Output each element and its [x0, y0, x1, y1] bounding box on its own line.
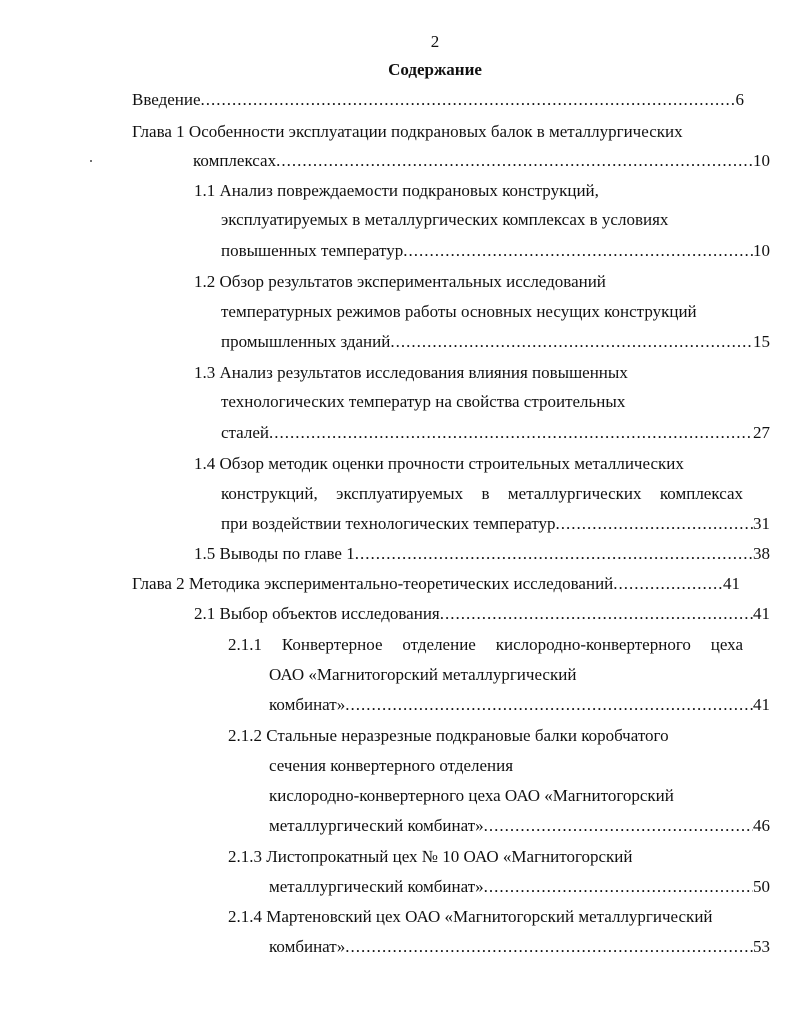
toc-entry-1-2-line2[interactable]: температурных режимов работы основных несущих конструкций	[221, 302, 697, 321]
toc-page-number: 6	[735, 90, 744, 109]
toc-page-number: 41	[723, 574, 740, 593]
toc-entry-2-1-4-line1[interactable]: 2.1.4 Мартеновский цех ОАО «Магнитогорский металлургический	[228, 907, 713, 926]
dot-leader	[556, 513, 753, 535]
toc-entry-1-4-line2[interactable]: конструкций, эксплуатируемых в металлургических комплексах	[221, 484, 743, 503]
toc-entry-label: при воздействии технологических температур	[221, 514, 556, 533]
toc-entry-1-2-line1[interactable]: 1.2 Обзор результатов экспериментальных исследований	[194, 272, 606, 291]
toc-entry-1-2[interactable]	[221, 331, 770, 353]
toc-entry-1-4[interactable]	[221, 513, 770, 535]
toc-entry-label: сталей	[221, 423, 270, 442]
toc-entry-label: комплексах	[193, 151, 277, 170]
dot-leader	[613, 573, 723, 595]
toc-entry-label: Глава 2 Методика экспериментально-теоретических исследований	[132, 574, 614, 593]
page-number: 2	[430, 32, 440, 51]
dot-leader	[355, 543, 753, 565]
dot-leader	[390, 331, 753, 353]
toc-entry-ch1[interactable]	[193, 150, 770, 172]
toc-entry-2-1[interactable]	[194, 603, 770, 625]
toc-entry-1-5[interactable]	[194, 543, 770, 565]
toc-page-number: 41	[753, 695, 770, 714]
toc-page-number: 50	[753, 877, 770, 896]
dot-leader	[345, 936, 753, 958]
toc-entry-2-1-2-line1[interactable]: 2.1.2 Стальные неразрезные подкрановые балки коробчатого	[228, 726, 669, 745]
toc-page-number: 10	[753, 151, 770, 170]
toc-entry-label: повышенных температур	[221, 241, 404, 260]
toc-page-number: 27	[753, 423, 770, 442]
dot-leader	[269, 422, 753, 444]
toc-entry-2-1-1[interactable]	[269, 694, 770, 716]
toc-page-number: 10	[753, 241, 770, 260]
toc-page-number: 46	[753, 816, 770, 835]
toc-entry-label: 1.5 Выводы по главе 1	[194, 544, 355, 563]
toc-entry-label: Введение	[132, 90, 201, 109]
toc-entry-1-1-line2[interactable]: эксплуатируемых в металлургических комплексах в условиях	[221, 210, 669, 229]
toc-entry-2-1-3-line1[interactable]: 2.1.3 Листопрокатный цех № 10 ОАО «Магнитогорский	[228, 847, 633, 866]
toc-page-number: 31	[753, 514, 770, 533]
toc-entry-label: 2.1 Выбор объектов исследования	[194, 604, 440, 623]
toc-entry-label: металлургический комбинат»	[269, 877, 484, 896]
toc-title: Содержание	[388, 60, 482, 79]
toc-entry-2-1-3[interactable]	[269, 876, 770, 898]
toc-entry-1-1[interactable]	[221, 240, 770, 262]
toc-entry-ch1-line1[interactable]: Глава 1 Особенности эксплуатации подкрановых балок в металлургических	[132, 122, 683, 141]
toc-entry-1-3[interactable]	[221, 422, 770, 444]
toc-entry-2-1-2-line2[interactable]: сечения конвертерного отделения	[269, 756, 514, 775]
toc-entry-ch2[interactable]	[132, 573, 740, 595]
dot-leader	[345, 694, 753, 716]
toc-entry-2-1-1-line2[interactable]: ОАО «Магнитогорский металлургический	[269, 665, 577, 684]
toc-entry-2-1-2[interactable]	[269, 815, 770, 837]
dot-leader	[201, 89, 736, 111]
toc-entry-intro[interactable]	[132, 89, 744, 111]
dot-leader	[440, 603, 753, 625]
dot-leader	[484, 876, 753, 898]
toc-entry-label: комбинат»	[269, 937, 346, 956]
toc-entry-1-3-line1[interactable]: 1.3 Анализ результатов исследования влияния повышенных	[194, 363, 628, 382]
toc-page-number: 53	[753, 937, 770, 956]
dot-leader	[403, 240, 753, 262]
toc-entry-label: металлургический комбинат»	[269, 816, 484, 835]
scan-speck	[90, 160, 92, 162]
toc-entry-1-4-line1[interactable]: 1.4 Обзор методик оценки прочности строительных металлических	[194, 454, 684, 473]
toc-entry-2-1-4[interactable]	[269, 936, 770, 958]
toc-page-number: 15	[753, 332, 770, 351]
toc-entry-1-3-line2[interactable]: технологических температур на свойства строительных	[221, 392, 626, 411]
toc-entry-2-1-1-line1[interactable]: 2.1.1 Конвертерное отделение кислородно-конвертерного цеха	[228, 635, 743, 654]
toc-entry-label: промышленных зданий	[221, 332, 391, 351]
toc-entry-1-1-line1[interactable]: 1.1 Анализ повреждаемости подкрановых конструкций,	[194, 181, 599, 200]
toc-page-number: 38	[753, 544, 770, 563]
dot-leader	[276, 150, 753, 172]
toc-page-number: 41	[753, 604, 770, 623]
toc-entry-2-1-2-line3[interactable]: кислородно-конвертерного цеха ОАО «Магнитогорский	[269, 786, 674, 805]
dot-leader	[484, 815, 753, 837]
toc-entry-label: комбинат»	[269, 695, 346, 714]
